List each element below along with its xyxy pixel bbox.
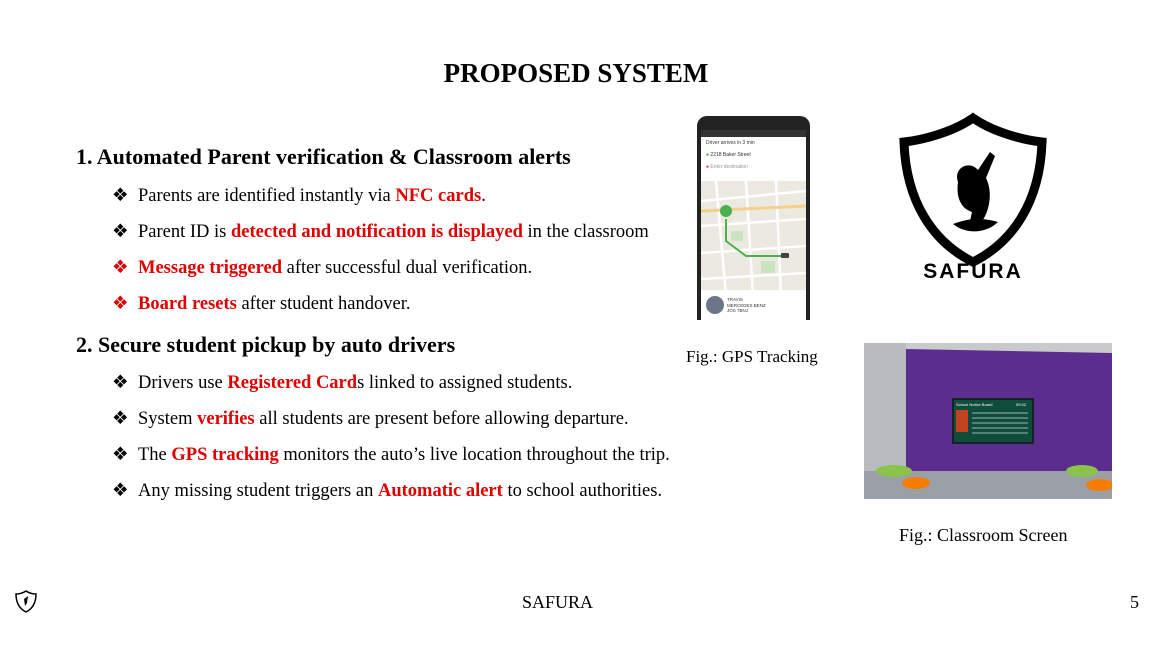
notice-board-title: School Notice Board	[956, 402, 993, 407]
section-1-title: Automated Parent verification & Classroom alerts	[96, 144, 571, 169]
phone-screen	[701, 130, 806, 320]
gps-tracking-phone-image	[697, 116, 810, 320]
gps-map	[701, 181, 806, 296]
gps-caption: Fig.: GPS Tracking	[686, 347, 818, 366]
logo-wordmark: SAFURA	[923, 260, 1023, 283]
bullet-2-1: ❖ Drivers use Registered Cards linked to assigned students.	[112, 373, 573, 393]
bullet-diamond-icon: ❖	[112, 373, 129, 393]
page-number: 5	[1130, 592, 1139, 612]
bullet-diamond-icon: ❖	[112, 409, 129, 429]
bullet-diamond-icon: ❖	[112, 222, 129, 242]
destination-field: ● Enter destination	[706, 164, 748, 170]
driver-eta: Driver arrives in 3 min	[706, 140, 755, 146]
bullet-diamond-icon: ❖	[112, 294, 129, 314]
bullet-2-4: ❖ Any missing student triggers an Automatic alert to school authorities.	[112, 481, 663, 501]
slide-title: PROPOSED SYSTEM	[443, 58, 709, 88]
footer-logo-icon	[15, 590, 37, 615]
pickup-address: ● 2218 Baker Street	[706, 152, 751, 158]
bullet-diamond-icon: ❖	[112, 258, 129, 278]
classroom-caption: Fig.: Classroom Screen	[899, 525, 1068, 545]
section-2-title: Secure student pickup by auto drivers	[98, 332, 456, 357]
classroom-screen-photo	[864, 343, 1112, 499]
bullet-2-3: ❖ The GPS tracking monitors the auto’s live location throughout the trip.	[112, 445, 670, 465]
bullet-diamond-icon: ❖	[112, 186, 129, 206]
bullet-diamond-icon: ❖	[112, 445, 129, 465]
bullet-1-1: ❖ Parents are identified instantly via NFC cards.	[112, 186, 486, 206]
bullet-1-2: ❖ Parent ID is detected and notification is displayed in the classroom	[112, 222, 649, 242]
bullet-1-3: ❖ Message triggered after successful dual verification.	[112, 258, 533, 278]
bullet-1-4: ❖ Board resets after student handover.	[112, 294, 411, 314]
driver-card	[701, 290, 806, 320]
driver-plate: JOS 7BNJ	[727, 308, 749, 313]
phone-header	[701, 137, 806, 181]
map-pin-icon	[720, 205, 732, 217]
phone-status-bar	[701, 130, 806, 137]
section-1-number: 1.	[76, 144, 93, 169]
section-1-heading	[76, 144, 571, 170]
bullet-diamond-icon: ❖	[112, 481, 129, 501]
section-2-number: 2.	[76, 332, 93, 357]
driver-car: MERCEDES BENZ	[727, 302, 766, 308]
bullet-2-2: ❖ System verifies all students are present before allowing departure.	[112, 409, 629, 429]
section-2-heading	[76, 332, 455, 358]
footer-title: SAFURA	[522, 592, 594, 612]
driver-name: TRAVIS	[727, 297, 743, 302]
driver-avatar	[706, 296, 724, 314]
notice-board-time: 09:32	[1016, 402, 1027, 407]
